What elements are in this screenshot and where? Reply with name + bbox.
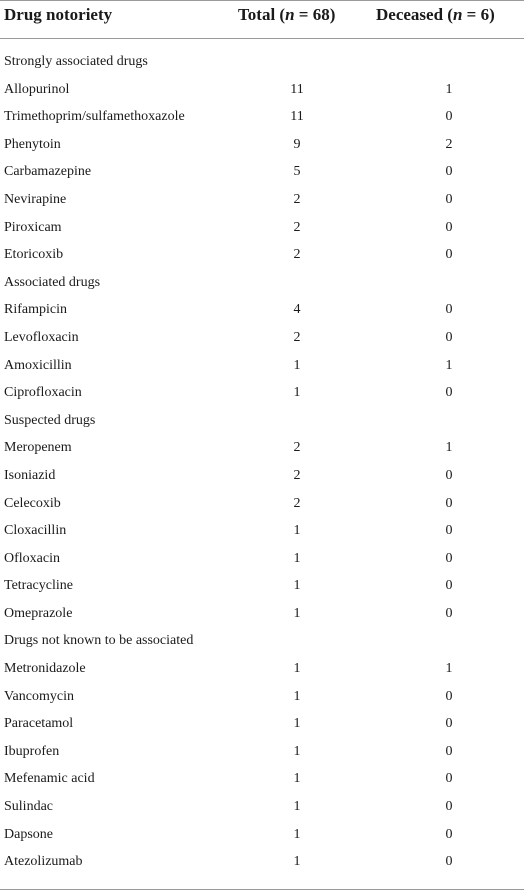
drug-name-cell: Tetracycline bbox=[4, 578, 73, 594]
deceased-cell: 0 bbox=[445, 164, 453, 180]
deceased-cell: 0 bbox=[445, 467, 453, 483]
drug-name-cell: Drugs not known to be associated bbox=[4, 633, 194, 649]
total-cell: 1 bbox=[293, 550, 301, 566]
table-row bbox=[0, 793, 524, 821]
table-row bbox=[0, 158, 524, 186]
header-deceased bbox=[376, 5, 495, 25]
deceased-cell: 0 bbox=[445, 385, 453, 401]
table-row bbox=[0, 324, 524, 352]
deceased-cell: 0 bbox=[445, 550, 453, 566]
total-cell: 11 bbox=[290, 109, 304, 125]
deceased-cell: 0 bbox=[445, 688, 453, 704]
total-cell: 9 bbox=[293, 136, 301, 152]
drug-name-cell: Meropenem bbox=[4, 440, 72, 456]
table-row bbox=[0, 434, 524, 462]
total-cell: 1 bbox=[293, 357, 301, 373]
deceased-cell: 0 bbox=[445, 247, 453, 263]
drug-name-cell: Strongly associated drugs bbox=[4, 54, 148, 69]
table-row bbox=[0, 821, 524, 849]
total-cell: 1 bbox=[293, 523, 301, 539]
table-row bbox=[0, 76, 524, 104]
header-total bbox=[238, 5, 335, 25]
total-cell: 1 bbox=[293, 605, 301, 621]
total-cell: 1 bbox=[293, 578, 301, 594]
drug-name-cell: Levofloxacin bbox=[4, 329, 79, 345]
table-row bbox=[0, 269, 524, 297]
total-cell: 2 bbox=[293, 329, 301, 345]
table-row bbox=[0, 407, 524, 435]
header-total-prefix: Total ( bbox=[238, 5, 286, 24]
drug-name-cell: Vancomycin bbox=[4, 688, 74, 704]
drug-name-cell: Metronidazole bbox=[4, 661, 86, 677]
total-cell: 1 bbox=[293, 716, 301, 732]
drug-name-cell: Ciprofloxacin bbox=[4, 385, 82, 401]
header-total-suffix: = 68) bbox=[294, 5, 336, 24]
table-row bbox=[0, 517, 524, 545]
drug-name-cell: Ofloxacin bbox=[4, 550, 60, 566]
drug-name-cell: Carbamazepine bbox=[4, 164, 92, 180]
drug-name-cell: Trimethoprim/sulfamethoxazole bbox=[4, 109, 185, 125]
table-row bbox=[0, 848, 524, 876]
total-cell: 1 bbox=[293, 771, 301, 787]
total-cell: 1 bbox=[293, 661, 301, 677]
total-cell: 1 bbox=[293, 799, 301, 815]
total-cell: 5 bbox=[293, 164, 301, 180]
deceased-cell: 0 bbox=[445, 523, 453, 539]
drug-name-cell: Atezolizumab bbox=[4, 854, 83, 870]
total-cell: 2 bbox=[293, 495, 301, 511]
table-row bbox=[0, 214, 524, 242]
table-row bbox=[0, 710, 524, 738]
deceased-cell: 1 bbox=[445, 81, 453, 97]
table-row bbox=[0, 241, 524, 269]
drug-name-cell: Suspected drugs bbox=[4, 412, 96, 428]
table-row bbox=[0, 103, 524, 131]
drug-name-cell: Mefenamic acid bbox=[4, 771, 95, 787]
deceased-cell: 0 bbox=[445, 716, 453, 732]
table-row bbox=[0, 627, 524, 655]
table-row bbox=[0, 765, 524, 793]
drug-name-cell: Allopurinol bbox=[4, 81, 70, 97]
deceased-cell: 2 bbox=[445, 136, 453, 152]
table-row bbox=[0, 48, 524, 76]
deceased-cell: 0 bbox=[445, 854, 453, 870]
drug-name-cell: Associated drugs bbox=[4, 274, 101, 290]
table-row bbox=[0, 683, 524, 711]
table-row bbox=[0, 462, 524, 490]
drug-name-cell: Omeprazole bbox=[4, 605, 73, 621]
deceased-cell: 0 bbox=[445, 109, 453, 125]
drug-name-cell: Paracetamol bbox=[4, 716, 74, 732]
header-rule bbox=[0, 38, 524, 39]
drug-name-cell: Celecoxib bbox=[4, 495, 61, 511]
total-cell: 1 bbox=[293, 854, 301, 870]
table-row bbox=[0, 379, 524, 407]
total-cell: 2 bbox=[293, 467, 301, 483]
header-deceased-suffix: = 6) bbox=[462, 5, 495, 24]
table-row bbox=[0, 545, 524, 573]
header-total-n: n bbox=[285, 5, 295, 24]
drug-name-cell: Rifampicin bbox=[4, 302, 67, 318]
deceased-cell: 1 bbox=[445, 661, 453, 677]
deceased-cell: 1 bbox=[445, 440, 453, 456]
drug-name-cell: Sulindac bbox=[4, 799, 53, 815]
table-row bbox=[0, 131, 524, 159]
header-drug-notoriety: Drug notoriety bbox=[4, 5, 113, 24]
total-cell: 2 bbox=[293, 219, 301, 235]
table-body bbox=[0, 48, 524, 876]
table-row bbox=[0, 738, 524, 766]
deceased-cell: 0 bbox=[445, 799, 453, 815]
deceased-cell: 0 bbox=[445, 302, 453, 318]
total-cell: 11 bbox=[290, 81, 304, 97]
drug-name-cell: Etoricoxib bbox=[4, 247, 64, 263]
deceased-cell: 0 bbox=[445, 578, 453, 594]
drug-name-cell: Phenytoin bbox=[4, 136, 61, 152]
header-deceased-n: n bbox=[452, 5, 463, 24]
bottom-rule bbox=[0, 889, 524, 890]
deceased-cell: 0 bbox=[445, 771, 453, 787]
deceased-cell: 0 bbox=[445, 329, 453, 345]
drug-name-cell: Dapsone bbox=[4, 826, 53, 842]
total-cell: 1 bbox=[293, 826, 301, 842]
table-row bbox=[0, 186, 524, 214]
table-header bbox=[0, 0, 524, 38]
table-row bbox=[0, 655, 524, 683]
total-cell: 2 bbox=[293, 247, 301, 263]
table-row bbox=[0, 572, 524, 600]
table-row bbox=[0, 600, 524, 628]
deceased-cell: 0 bbox=[445, 219, 453, 235]
header-deceased-prefix: Deceased ( bbox=[376, 5, 453, 24]
total-cell: 4 bbox=[293, 302, 301, 318]
table-row bbox=[0, 490, 524, 518]
table-row bbox=[0, 296, 524, 324]
deceased-cell: 1 bbox=[445, 357, 453, 373]
deceased-cell: 0 bbox=[445, 495, 453, 511]
drug-name-cell: Piroxicam bbox=[4, 219, 62, 235]
total-cell: 1 bbox=[293, 385, 301, 401]
total-cell: 1 bbox=[293, 743, 301, 759]
deceased-cell: 0 bbox=[445, 605, 453, 621]
table-row bbox=[0, 352, 524, 380]
drug-name-cell: Cloxacillin bbox=[4, 523, 67, 539]
deceased-cell: 0 bbox=[445, 743, 453, 759]
drug-name-cell: Isoniazid bbox=[4, 467, 56, 483]
total-cell: 2 bbox=[293, 191, 301, 207]
deceased-cell: 0 bbox=[445, 191, 453, 207]
deceased-cell: 0 bbox=[445, 826, 453, 842]
drug-name-cell: Ibuprofen bbox=[4, 743, 60, 759]
drug-name-cell: Amoxicillin bbox=[4, 357, 72, 373]
total-cell: 1 bbox=[293, 688, 301, 704]
drug-name-cell: Nevirapine bbox=[4, 191, 67, 207]
total-cell: 2 bbox=[293, 440, 301, 456]
